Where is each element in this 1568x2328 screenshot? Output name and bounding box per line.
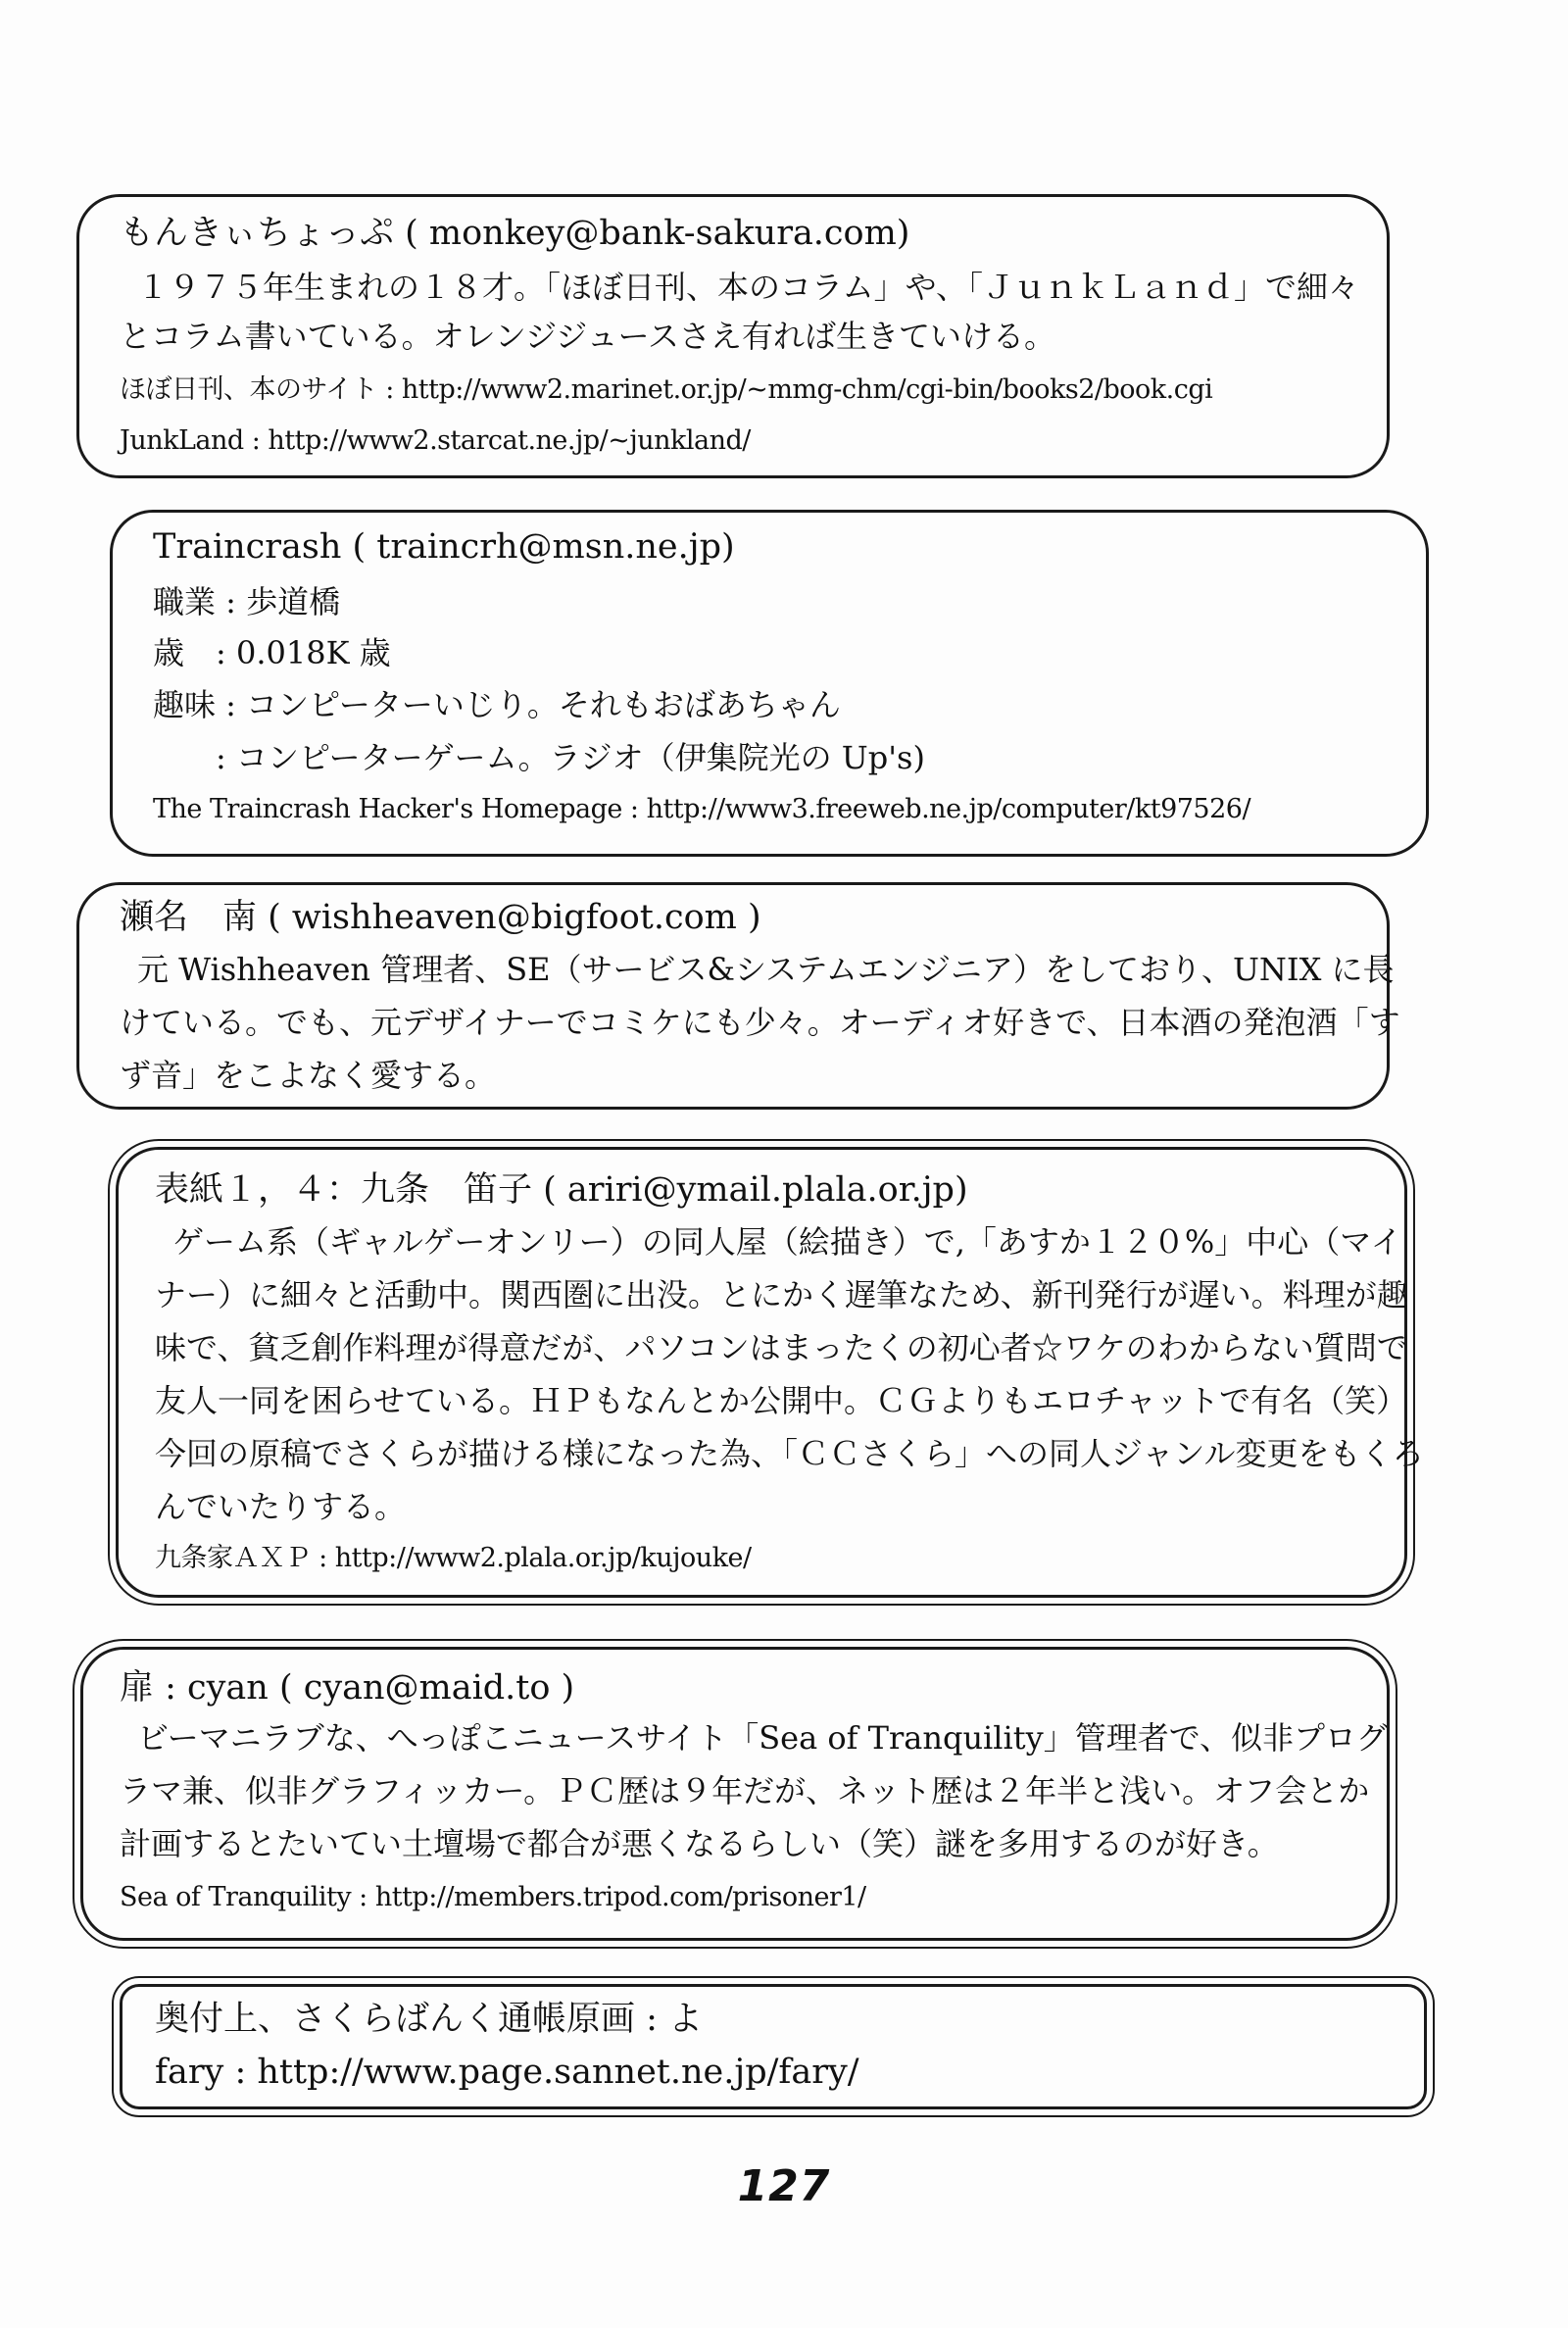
profile-title: 瀬名 南 ( wishheaven@bigfoot.com )	[120, 898, 761, 937]
profile-title: 奥付上、さくらばんく通帳原画 : よ	[155, 2000, 704, 2039]
profile-text-line: 今回の原稿でさくらが描ける様になった為、「ＣＣさくら」への同人ジャンル変更をもくろ	[155, 1435, 1424, 1472]
profile-text-line: 歳 : 0.018K 歳	[153, 634, 391, 671]
profile-text-line: １９７５年生まれの１８才。「ほぼ日刊、本のコラム」や、「ＪｕｎｋＬａｎｄ」で細々	[137, 269, 1360, 306]
profile-text-line: ず音」をこよなく愛する。	[120, 1057, 497, 1094]
profile-box-kujou	[116, 1147, 1407, 1598]
profile-text-line: ナー）に細々と活動中。関西圏に出没。とにかく遅筆なため、新刊発行が遅い。料理が趣	[155, 1276, 1408, 1313]
profile-text-line: 元 Wishheaven 管理者、SE（サービス&システムエンジニア）をしており、UNIX に長	[137, 951, 1395, 988]
profile-text-line: けている。でも、元デザイナーでコミケにも少々。オーディオ好きで、日本酒の発泡酒「す	[120, 1004, 1400, 1041]
profile-text-line: 職業 : 歩道橋	[153, 583, 341, 620]
profile-text-line: とコラム書いている。オレンジジュースさえ有れば生きていける。	[120, 318, 1056, 355]
profile-url[interactable]: Sea of Tranquility : http://members.tripod.com/prisoner1/	[120, 1882, 866, 1912]
profile-url[interactable]: The Traincrash Hacker's Homepage : http://www3.freeweb.ne.jp/computer/kt97526/	[153, 794, 1251, 824]
profile-url[interactable]: fary : http://www.page.sannet.ne.jp/fary/	[155, 2053, 859, 2092]
profile-title: もんきぃちょっぷ ( monkey@bank-sakura.com)	[120, 214, 910, 253]
profile-text-line: 友人一同を困らせている。ＨＰもなんとか公開中。ＣＧよりもエロチャットで有名（笑）	[155, 1382, 1408, 1419]
profile-text-line: 趣味 : コンピーターいじり。それもおばあちゃん	[153, 686, 841, 723]
profile-text-line: 計画するとたいてい土壇場で都合が悪くなるらしい（笑）謎を多用するのが好き。	[120, 1825, 1279, 1862]
profile-title: 表紙１，４：九条 笛子 ( ariri@ymail.plala.or.jp)	[155, 1170, 968, 1210]
profile-text-line: ラマ兼、似非グラフィッカー。ＰＣ歴は９年だが、ネット歴は２年半と浅い。オフ会とか	[120, 1772, 1370, 1809]
profile-url[interactable]: JunkLand : http://www2.starcat.ne.jp/~junkland/	[120, 425, 751, 456]
profile-title: Traincrash ( traincrh@msn.ne.jp)	[153, 527, 735, 567]
profile-text-line: ビーマニラブな、へっぽこニュースサイト「Sea of Tranquility」管理者で、似非プログ	[137, 1719, 1389, 1757]
profile-text-line: ゲーム系（ギャルゲーオンリー）の同人屋（絵描き）で,「あすか１２０%」中心（マイ	[172, 1223, 1402, 1261]
profile-url[interactable]: ほぼ日刊、本のサイト : http://www2.marinet.or.jp/~mmg-chm/cgi-bin/books2/book.cgi	[120, 374, 1213, 405]
profile-url[interactable]: 九条家ＡＸＰ : http://www2.plala.or.jp/kujouke/	[155, 1543, 752, 1573]
profile-title: 扉 : cyan ( cyan@maid.to )	[120, 1668, 575, 1708]
profile-text-line: んでいたりする。	[155, 1488, 407, 1525]
profile-text-line: 味で、貧乏創作料理が得意だが、パソコンはまったくの初心者☆ワケのわからない質問で	[155, 1329, 1408, 1366]
profile-text-line: : コンピーターゲーム。ラジオ（伊集院光の Up's)	[153, 739, 925, 776]
page-number: 127	[737, 2161, 831, 2211]
